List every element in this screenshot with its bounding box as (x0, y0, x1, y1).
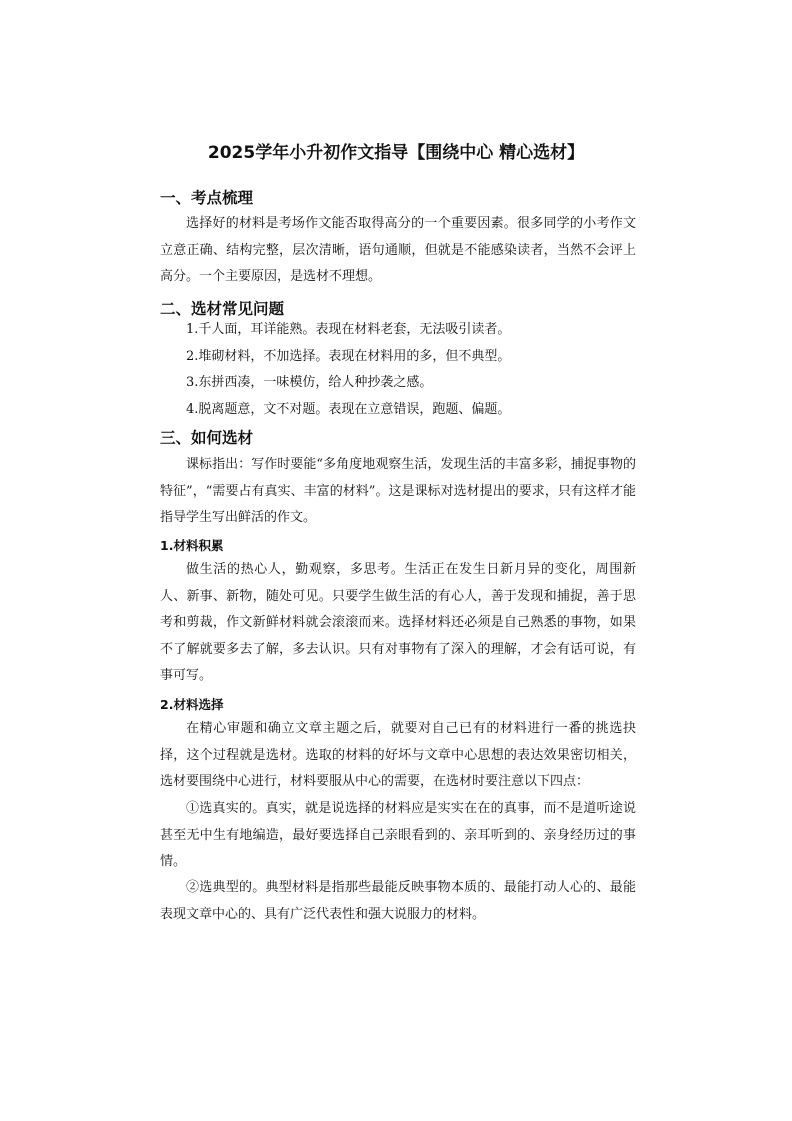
section3-intro: 课标指出：写作时要能“多角度地观察生活，发现生活的丰富多彩，捕捉事物的特征”，“需要占有真实、丰富的材料”。这是课标对选材提出的要求，只有这样才能指导学生写出鲜活的作文。 (160, 457, 636, 525)
section1-paragraph: 选择好的材料是考场作文能否取得高分的一个重要因素。很多同学的小考作文立意正确、结构完整，层次清晰，语句通顺，但就是不能感染读者，当然不会评上高分。一个主要原因，是选材不理想。 (160, 216, 636, 284)
point-1-paragraph: ①选真实的。真实，就是说选择的材料应是实实在在的真事，而不是道听途说甚至无中生有地编造，最好要选择自己亲眼看到的、亲耳听到的、亲身经历过的事情。 (160, 801, 636, 869)
subsection1-paragraph: 做生活的热心人，勤观察，多思考。生活正在发生日新月异的变化，周围新人、新事、新物，随处可见。只要学生做生活的有心人，善于发现和捕捉，善于思考和剪裁，作文新鲜材料就会滚滚而来。选择材料还必须是自己熟悉的事物，如果不了解就要多去了解，多去认识。只有对事物有了深入的理解，才会有话可说，有事可写。 (160, 562, 636, 683)
section-heading-2: 二、选材常见问题 (160, 300, 285, 318)
problem-item-3: 3.东拼西凑，一味模仿，给人种抄袭之感。 (186, 375, 433, 390)
point-2-paragraph: ②选典型的。典型材料是指那些最能反映事物本质的、最能打动人心的、最能表现文章中心的、具有广泛代表性和强大说服力的材料。 (160, 880, 636, 922)
section-heading-3: 三、如何选材 (160, 429, 254, 447)
problem-item-4: 4.脱离题意，文不对题。表现在立意错误，跑题、偏题。 (186, 402, 511, 417)
problem-item-2: 2.堆砌材料，不加选择。表现在材料用的多，但不典型。 (186, 349, 511, 364)
page-title: 2025学年小升初作文指导【围绕中心 精心选材】 (207, 143, 585, 163)
problem-item-1: 1.千人面，耳详能熟。表现在材料老套，无法吸引读者。 (186, 322, 511, 337)
subsection-heading-2: 2.材料选择 (160, 697, 224, 712)
section-heading-1: 一、考点梳理 (160, 189, 254, 207)
subsection-heading-1: 1.材料积累 (160, 538, 224, 553)
subsection2-paragraph: 在精心审题和确立文章主题之后，就要对自己已有的材料进行一番的挑选抉择，这个过程就是选材。选取的材料的好坏与文章中心思想的表达效果密切相关，选材要围绕中心进行，材料要服从中心的需要，在选材时要注意以下四点： (160, 721, 636, 789)
